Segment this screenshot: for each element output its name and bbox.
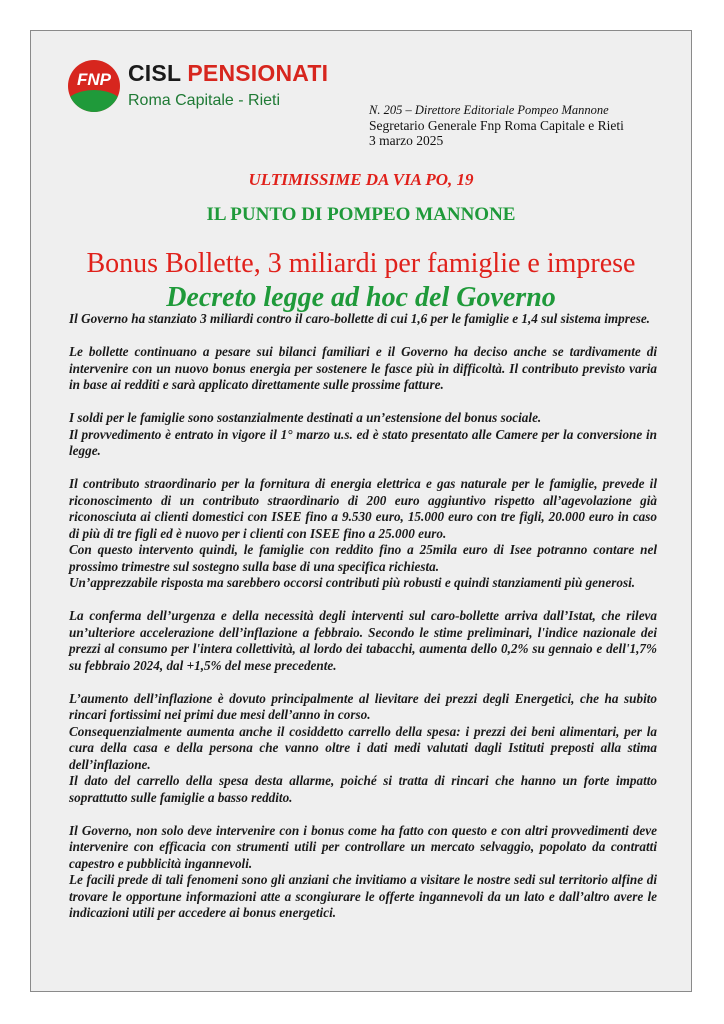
paragraph: Il provvedimento è entrato in vigore il 1° marzo u.s. ed è stato presentato alle Camere per la conversione in legge. [69, 426, 657, 458]
paragraph: Consequenzialmente aumenta anche il cosiddetto carrello della spesa: i prezzi dei beni alimentari, per la cura della casa e della persona che vanno oltre i dati medi valutati dagli Istituti preposti alla stima dell’inflazione. [69, 723, 657, 772]
fnp-logo-icon [68, 60, 120, 112]
logo-wordmark [128, 60, 328, 87]
logo-region: Roma Capitale - Rieti [128, 92, 281, 109]
logo-org-b: PENSIONATI [187, 60, 329, 86]
paragraph: Le facili prede di tali fenomeni sono gli anziani che invitiamo a visitare le nostre sedi sul territorio alfine di trovare le opportune informazioni atte a scongiurare le offerte ingannevoli da un lato e dall’altro avere le indicazioni utili per accedere ai bonus energetici. [69, 872, 657, 920]
logo-mark: FNP [77, 70, 111, 89]
logo-org-a: CISL [128, 60, 181, 86]
paragraph: Le bollette continuano a pesare sui bilanci familiari e il Governo ha deciso anche se tardivamente di intervenire con un nuovo bonus energia per sostenere le fasce più in difficoltà. Il contributo previsto varia in base ai redditi e sarà applicato direttamente sulle prossime fatture. [69, 344, 657, 392]
headline: Bonus Bollette, 3 miliardi per famiglie e imprese [86, 248, 636, 279]
paragraph: L’aumento dell’inflazione è dovuto principalmente al lievitare dei prezzi degli Energetici, che ha subito rincari fortissimi nei primi due mesi dell’anno in corso. [69, 690, 657, 722]
paragraph: I soldi per le famiglie sono sostanzialmente destinati a un’estensione del bonus sociale. [69, 410, 542, 425]
fnp-cisl-logo [66, 58, 329, 114]
paragraph: Il Governo, non solo deve intervenire con i bonus come ha fatto con questo e con altri provvedimenti deve intervenire con efficacia con strumenti utili per controllare un mercato selvaggio, popolato da contratti capestro e pubblicità ingannevoli. [69, 822, 657, 871]
kicker: ULTIMISSIME DA VIA PO, 19 [248, 170, 474, 189]
paragraph: Un’apprezzabile risposta ma sarebbero occorsi contributi più robusti e quindi stanziamenti più generosi. [69, 575, 636, 590]
paragraph: Il dato del carrello della spesa desta allarme, poiché si tratta di rincari che hanno un forte impatto soprattutto sulle famiglie a basso reddito. [69, 773, 657, 805]
article-body [69, 311, 657, 922]
masthead [369, 103, 624, 148]
paragraph: Il Governo ha stanziato 3 miliardi contro il caro-bollette di cui 1,6 per le famiglie e 1,4 sul sistema imprese. [69, 311, 650, 326]
paragraph: Con questo intervento quindi, le famiglie con reddito fino a 25mila euro di Isee potranno contare nel prossimo trimestre sul sostegno sulla base di una specifica richiesta. [69, 542, 657, 574]
paragraph: La conferma dell’urgenza e della necessità degli interventi sul caro-bollette arriva dall’Istat, che rileva un’ulteriore accelerazione dell’inflazione a febbraio. Secondo le stime preliminari, l'indice nazionale dei prezzi al consumo per l'intera collettività, al lordo dei tabacchi, aumenta dello 0,2% su gennaio e dell'1,7% su febbraio 2024, dal +1,5% del mese precedente. [69, 608, 657, 673]
paragraph: Il contributo straordinario per la fornitura di energia elettrica e gas naturale per le famiglie, prevede il riconoscimento di un contributo straordinario di 200 euro aggiuntivo rispetto all’agevolazione già riconosciuta ai clienti domestici con ISEE fino a 9.530 euro, 15.000 euro con tre figli, 20.000 euro in caso di più di tre figli ed è nuovo per i clienti con ISEE fino a 25.000 euro. [69, 476, 657, 541]
issue-line: N. 205 – Direttore Editoriale Pompeo Mannone [369, 103, 609, 117]
column-title: IL PUNTO DI POMPEO MANNONE [206, 204, 516, 225]
date-line: 3 marzo 2025 [369, 133, 444, 148]
role-line: Segretario Generale Fnp Roma Capitale e Rieti [369, 118, 624, 133]
subheadline: Decreto legge ad hoc del Governo [166, 282, 556, 313]
